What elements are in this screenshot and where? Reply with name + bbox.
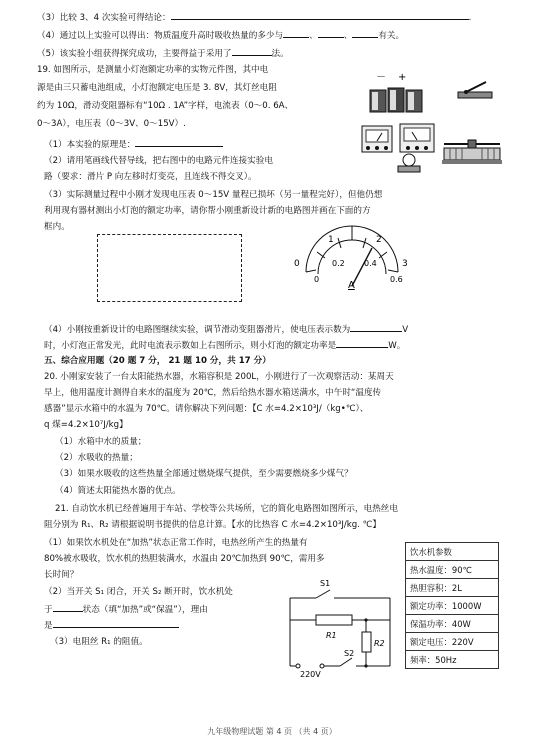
answer-blank[interactable] xyxy=(53,602,83,612)
q21-line-1: 21. 自动饮水机已经普遍用于车站、学校等公共场所，它的简化电路图如图所示，电热丝电 xyxy=(55,504,398,514)
minus-sign: － xyxy=(376,72,386,83)
q19-part-2-line-1: （2）请用笔画线代替导线，把右图中的电路元件连接实验电 xyxy=(44,156,273,166)
q21-part-1-line-2: 80%被水吸收，饮水机的热胆装满水，水温由 20℃加热到 90℃，需用多 xyxy=(44,554,325,564)
voltmeter-icon xyxy=(362,126,392,152)
q21-line-2: 阻分别为 R₁、R₂ 请根据说明书提供的信息计算。【水的比热容 C 水=4.2×10³J/kg. ℃】 xyxy=(44,520,381,530)
q19-line-3: 约为 10Ω，滑动变阻器标有“10Ω . 1A”字样，电流表（0～0. 6A、 xyxy=(37,101,294,111)
battery-icon xyxy=(370,88,422,112)
dial-label-3: 3 xyxy=(402,259,408,269)
ammeter-dial xyxy=(286,228,416,292)
q21-part-2-line-1: （2）当开关 S₁ 闭合，开关 S₂ 断开时，饮水机处 xyxy=(44,587,233,597)
q19-line-2: 源是由三只蓄电池组成，小灯泡额定电压是 3. 8V，其灯丝电阻 xyxy=(37,83,277,93)
q19-line-1: 19. 如图所示，是测量小灯泡额定功率的实物元件图，其中电 xyxy=(37,65,269,75)
q19-part-3-line-3: 框内。 xyxy=(44,222,70,232)
dial-label-0.6: 0.6 xyxy=(390,275,403,284)
q19-part-2-line-2: 路（要求：滑片 P 向左移时灯变亮，且连线不得交叉）。 xyxy=(44,172,257,182)
q20-part-3: （3）如果水吸收的这些热量全部通过燃烧煤气提供，至少需要燃烧多少煤气？ xyxy=(55,469,353,479)
answer-blank[interactable] xyxy=(336,338,388,348)
dial-label-0-bottom: 0 xyxy=(314,275,320,284)
q21-part-2-line-2: 于 状态（填“加热”或“保温”），理由 xyxy=(44,602,208,616)
resistor-r1-label: R1 xyxy=(326,631,337,640)
answer-blank[interactable] xyxy=(318,28,344,38)
dial-label-0.2: 0.2 xyxy=(332,259,345,268)
answer-blank[interactable] xyxy=(232,46,272,56)
apparatus-figure xyxy=(358,68,508,188)
q20-line-1: 20. 小刚家安装了一台太阳能热水器，水箱容积是 200L，小刚进行了一次观察活动：某周天 xyxy=(44,372,394,382)
q19-part-3-line-1: （3）实际测量过程中小刚才发现电压表 0～15V 量程已损坏（另一量程完好），但他仍想 xyxy=(44,190,383,200)
switch-s2-label: S2 xyxy=(344,649,355,658)
plus-sign: + xyxy=(398,72,407,83)
q20-part-1: （1）水箱中水的质量； xyxy=(55,437,147,447)
q20-line-3: 感器”显示水箱中的水温为 70℃。请你解决下列问题：【C 水=4.2×10³J/（kg•℃）、 xyxy=(44,404,369,414)
answer-blank[interactable] xyxy=(283,28,309,38)
q19-part-4-line-1: （4）小刚按重新设计的电路图继续实验，调节滑动变阻器滑片，使电压表示数为 V xyxy=(44,322,408,336)
supply-voltage-label: 220V xyxy=(300,670,321,679)
answer-blank[interactable] xyxy=(352,28,378,38)
ammeter-icon xyxy=(400,124,434,152)
q20-part-4: （4）简述太阳能热水器的优点。 xyxy=(55,486,181,496)
circuit-drawing-box[interactable] xyxy=(97,234,242,302)
spec-table xyxy=(405,542,499,669)
switch-s1-label: S1 xyxy=(320,579,331,588)
answer-blank[interactable] xyxy=(350,322,402,332)
spec-row: 额定功率：1000W xyxy=(406,597,499,615)
q20-part-2: （2）水吸收的热量； xyxy=(55,453,138,463)
spec-table-title: 饮水机参数 xyxy=(406,543,499,561)
q19-part-3-line-2: 利用现有器材测出小灯泡的额定功率，请你帮小刚重新设计新的电路图并画在下面的方 xyxy=(44,206,371,216)
spec-row: 保温功率：40W xyxy=(406,615,499,633)
dial-label-0.4: 0.4 xyxy=(364,259,377,268)
page-footer: 九年级物理试题 第 4 页 （共 4 页） xyxy=(207,727,337,736)
spec-row: 频率：50Hz xyxy=(406,651,499,669)
dial-label-1: 1 xyxy=(328,235,334,245)
spec-row: 热水温度：90℃ xyxy=(406,561,499,579)
spec-row: 热胆容积：2L xyxy=(406,579,499,597)
q21-part-2-line-3: 是 xyxy=(44,618,179,632)
resistor-r2-label: R2 xyxy=(374,639,385,648)
switch-icon xyxy=(458,82,492,98)
answer-blank[interactable] xyxy=(53,618,179,628)
q19-part-4-line-2: 时，小灯泡正常发光，此时电流表示数如上右图所示，则小灯泡的额定功率是 W。 xyxy=(44,338,405,352)
q18-4-line: （4）通过以上实验可以得出：物质温度升高时吸收热量的多少与 、 、 有关。 xyxy=(37,28,404,42)
dial-label-0-top: 0 xyxy=(294,259,300,269)
bulb-icon xyxy=(398,154,420,172)
section-5-heading: 五、综合应用题（20 题 7 分， 21 题 10 分，共 17 分） xyxy=(44,356,271,366)
ammeter-symbol: A xyxy=(348,280,355,291)
q19-line-4: 0～3A），电压表（0～3V、0～15V）. xyxy=(37,119,186,129)
q21-part-1-line-3: 长时间？ xyxy=(44,570,79,580)
dial-ticks xyxy=(306,226,398,272)
dial-label-2: 2 xyxy=(376,235,382,245)
q21-part-3: （3）电阻丝 R₁ 的阻值。 xyxy=(50,637,148,647)
q18-3-line: （3）比较 3、4 次实验可得结论： . xyxy=(37,10,471,24)
answer-blank[interactable] xyxy=(171,10,469,20)
spec-row: 额定电压：220V xyxy=(406,633,499,651)
circuit-diagram xyxy=(286,576,404,680)
q20-line-4: q 煤=4.2×10⁷J/kg】 xyxy=(44,420,128,430)
answer-blank[interactable] xyxy=(135,137,223,147)
rheostat-icon xyxy=(442,140,502,164)
q19-part-1: （1）本实验的原理是： xyxy=(44,137,223,151)
q18-5-line: （5）该实验小组获得探究成功，主要得益于采用了 法。 xyxy=(37,46,289,60)
q21-part-1-line-1: （1）如果饮水机处在“加热”状态正常工作时，电热丝所产生的热量有 xyxy=(44,538,308,548)
q20-line-2: 早上，他用温度计测得自来水的温度为 20℃，然后给热水器水箱送满水，中午时“温度传 xyxy=(44,388,382,398)
